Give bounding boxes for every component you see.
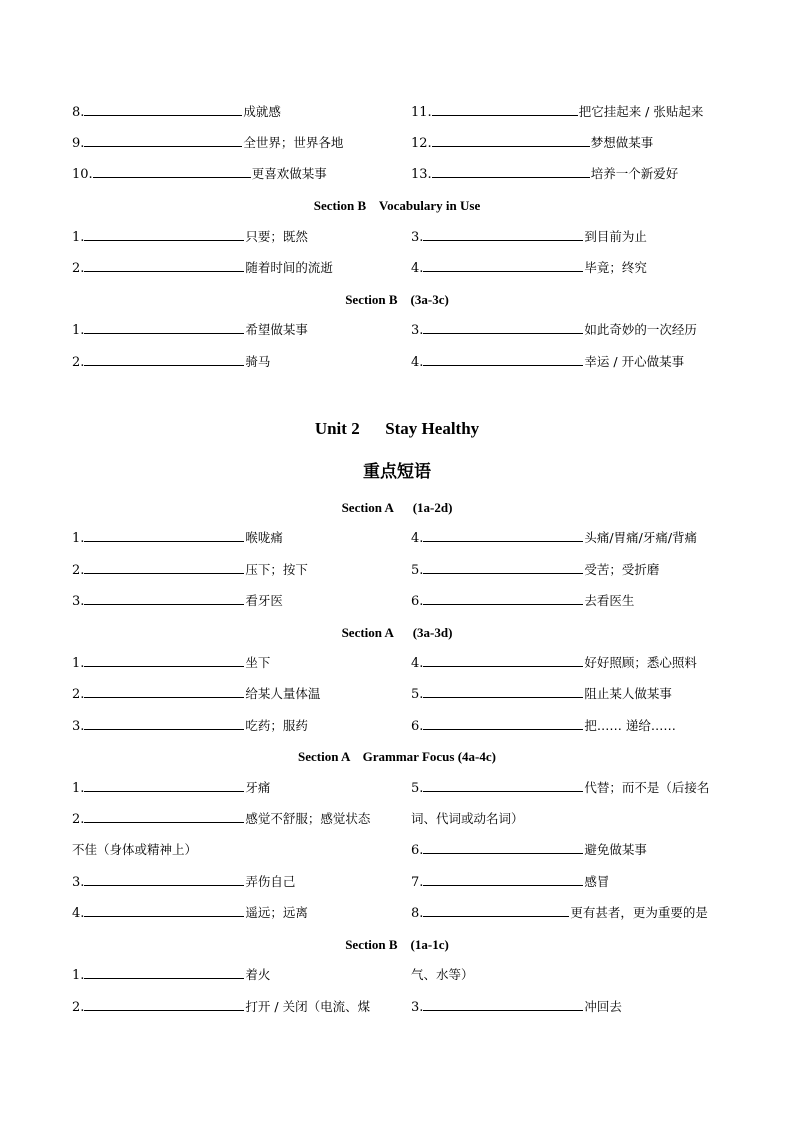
list-item [411,258,647,277]
list-item [72,560,308,579]
list-item [411,560,659,579]
item-number: 1. [72,230,85,245]
item-meaning: 更有甚者，更为重要的是 [570,905,708,920]
item-number: 3. [411,323,424,338]
item-number: 2. [72,812,85,827]
item-number: 1. [72,656,85,671]
item-number: 9. [72,136,85,151]
list-item [72,872,295,891]
item-meaning: 给某人量体温 [245,686,321,701]
list-item [72,227,308,246]
item-number: 6. [411,843,424,858]
item-meaning: 去看医生 [584,593,635,608]
section-heading: Section A (1a-2d) [341,500,453,515]
list-item [72,809,370,828]
answer-blank[interactable] [423,320,583,334]
item-number: 2. [72,687,85,702]
answer-blank[interactable] [423,997,583,1011]
list-item [72,528,283,547]
answer-blank[interactable] [423,872,583,886]
item-number: 7. [411,875,424,890]
list-item [411,716,676,735]
item-number: 2. [72,261,85,276]
list-item [411,778,709,797]
list-item [411,227,647,246]
answer-blank[interactable] [423,840,583,854]
list-item [72,965,270,984]
list-item [411,102,703,121]
answer-blank[interactable] [423,528,583,542]
item-meaning: 成就感 [243,104,281,119]
list-item [411,164,678,183]
item-number: 3. [72,719,85,734]
answer-blank[interactable] [423,903,569,917]
item-number: 11. [411,105,432,120]
list-item [72,903,308,922]
answer-blank[interactable] [423,591,583,605]
item-meaning: 随着时间的流逝 [245,260,333,275]
answer-blank[interactable] [423,778,583,792]
item-meaning: 把它挂起来 / 张贴起来 [578,104,704,119]
item-meaning: 弄伤自己 [245,874,296,889]
answer-blank[interactable] [84,352,244,366]
list-item [411,591,634,610]
item-meaning: 阻止某人做某事 [584,686,672,701]
list-item [411,903,708,922]
list-item [72,102,281,121]
item-number: 4. [72,906,85,921]
list-item [72,716,308,735]
list-item [411,840,647,859]
item-number: 3. [411,230,424,245]
list-item [411,352,684,371]
section-heading: Section A (3a-3d) [341,625,453,640]
answer-blank[interactable] [84,653,244,667]
item-number: 4. [411,531,424,546]
list-item [411,528,697,547]
item-number: 3. [411,1000,424,1015]
item-meaning: 看牙医 [245,593,283,608]
list-item [72,778,270,797]
item-meaning: 把…… 递给…… [584,718,676,733]
list-item [72,352,270,371]
item-meaning: 好好照顾；悉心照料 [584,655,697,670]
answer-blank[interactable] [423,684,583,698]
answer-blank[interactable] [423,227,583,241]
item-meaning: 吃药；服药 [245,718,308,733]
item-meaning: 坐下 [245,655,271,670]
item-meaning: 毕竟；终究 [584,260,647,275]
list-item [72,653,270,672]
list-item [72,258,333,277]
item-meaning: 牙痛 [245,780,271,795]
answer-blank[interactable] [84,778,244,792]
list-item [411,653,697,672]
unit-title: Unit 2 Stay Healthy [314,419,480,438]
item-number: 5. [411,687,424,702]
item-meaning: 代替；而不是（后接名 [584,780,710,795]
list-item [72,320,308,339]
section-heading: Section B Vocabulary in Use [313,198,481,213]
answer-blank[interactable] [84,258,244,272]
item-meaning: 压下；按下 [245,562,308,577]
answer-blank[interactable] [84,591,244,605]
answer-blank[interactable] [84,102,242,116]
answer-blank[interactable] [84,560,244,574]
item-number: 5. [411,781,424,796]
item-meaning: 感觉不舒服；感觉状态 [245,811,371,826]
item-number: 4. [411,355,424,370]
answer-blank[interactable] [423,258,583,272]
item-number: 4. [411,261,424,276]
item-number: 10. [72,167,93,182]
item-meaning: 喉咙痛 [245,530,283,545]
phrases-title: 重点短语 [363,462,431,482]
item-meaning: 头痛/胃痛/牙痛/背痛 [584,530,698,545]
item-meaning: 全世界；世界各地 [243,135,344,150]
answer-blank[interactable] [84,320,244,334]
answer-blank[interactable] [84,528,244,542]
answer-blank[interactable] [423,352,583,366]
item-number: 1. [72,968,85,983]
list-item [72,164,327,183]
item-number: 2. [72,563,85,578]
item-meaning-continued: 不佳（身体或精神上） [72,842,198,857]
answer-blank[interactable] [432,102,578,116]
item-meaning: 如此奇妙的一次经历 [584,322,697,337]
item-number: 8. [411,906,424,921]
answer-blank[interactable] [84,997,244,1011]
answer-blank[interactable] [84,133,242,147]
item-meaning: 更喜欢做某事 [251,166,327,181]
answer-blank[interactable] [423,716,583,730]
item-number: 4. [411,656,424,671]
item-number: 3. [72,875,85,890]
answer-blank[interactable] [84,809,244,823]
section-heading: Section B (1a-1c) [345,937,449,952]
item-number: 1. [72,781,85,796]
item-meaning: 冲回去 [584,999,622,1014]
answer-blank[interactable] [84,716,244,730]
list-item [72,591,283,610]
item-meaning: 只要；既然 [245,229,308,244]
section-heading: Section B (3a-3c) [345,292,449,307]
item-number: 13. [411,167,432,182]
item-number: 3. [72,594,85,609]
list-item [411,320,697,339]
item-number: 1. [72,323,85,338]
item-meaning: 培养一个新爱好 [590,166,679,181]
section-heading: Section A Grammar Focus (4a-4c) [298,749,496,764]
item-meaning: 打开 / 关闭（电流、煤 [245,999,371,1014]
item-meaning: 到目前为止 [584,229,647,244]
answer-blank[interactable] [84,965,244,979]
item-meaning: 避免做某事 [584,842,647,857]
answer-blank[interactable] [432,164,590,178]
item-meaning: 着火 [245,967,271,982]
item-number: 5. [411,563,424,578]
item-meaning: 受苦；受折磨 [584,562,660,577]
answer-blank[interactable] [84,903,244,917]
list-item [411,684,672,703]
list-item [72,133,343,152]
list-item [72,684,320,703]
list-item [411,133,653,152]
answer-blank[interactable] [84,227,244,241]
item-number: 2. [72,1000,85,1015]
answer-blank[interactable] [432,133,590,147]
answer-blank[interactable] [423,653,583,667]
item-meaning-continued: 词、代词或动名词） [411,811,524,826]
list-item [411,872,609,891]
item-number: 12. [411,136,432,151]
item-number: 1. [72,531,85,546]
item-number: 2. [72,355,85,370]
item-number: 6. [411,719,424,734]
answer-blank[interactable] [93,164,251,178]
item-meaning: 骑马 [245,354,271,369]
answer-blank[interactable] [84,684,244,698]
answer-blank[interactable] [84,872,244,886]
item-meaning: 遥远；远离 [245,905,308,920]
item-number: 6. [411,594,424,609]
list-item [411,997,622,1016]
item-meaning-continued: 气、水等） [411,967,474,982]
item-meaning: 希望做某事 [245,322,308,337]
answer-blank[interactable] [423,560,583,574]
item-meaning: 幸运 / 开心做某事 [584,354,685,369]
item-meaning: 感冒 [584,874,610,889]
list-item [72,997,370,1016]
item-number: 8. [72,105,85,120]
item-meaning: 梦想做某事 [590,135,654,150]
